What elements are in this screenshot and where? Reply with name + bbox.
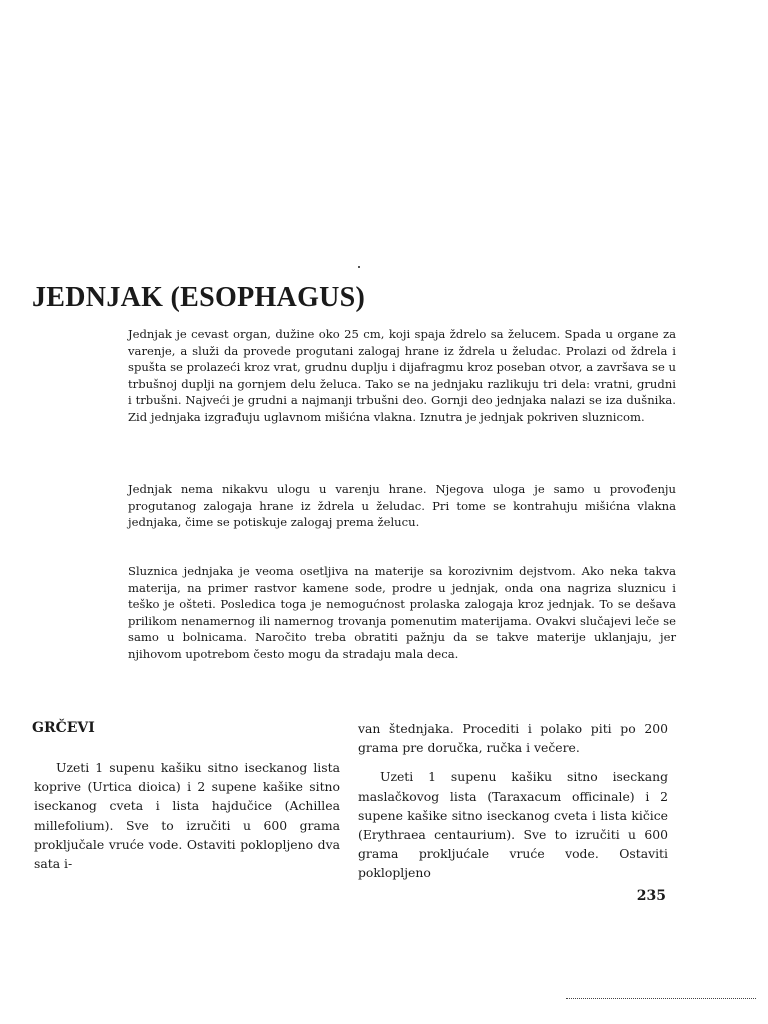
intro-paragraph-3: Sluznica jednjaka je veoma osetljiva na materije sa korozivnim dejstvom. Ako neka takva materija, na primer rastvor kamene sode, prodre u jednjak, onda ona nagriza sluznicu i teško je ošteti. Posledica toga je nemogućnost prolaska zalogaja kroz jednjak. To se dešava prilikom nenamernog ili namernog trovanja pomenutim materijama. Ovakvi slučajevi leče se samo u bolnicama. Naročito treba obratiti pažnju da se takve materije uklanjaju, jer njihovom upotrebom često mogu da stradaju mala deca. bbox=[128, 564, 676, 661]
right-column bbox=[358, 719, 668, 883]
recipe-paragraph-2: Uzeti 1 supenu kašiku sitno iseckang maslačkovog lista (Taraxacum officinale) i 2 supene kašike sitno iseckanog cveta i lista kičice (Erythraea centaurium). Sve to izručiti u 600 grama prokljućale vruće vode. Ostaviti poklopljeno bbox=[358, 769, 668, 881]
recipe-paragraph-1: Uzeti 1 supenu kašiku sitno iseckanog lista koprive (Urtica dioica) i 2 supene kašike sitno iseckanog cveta i lista hajdučice (Achillea millefolium). Sve to izručiti u 600 grama proključale vruće vode. Ostaviti poklopljeno dva sata i- bbox=[34, 760, 340, 872]
left-column bbox=[34, 758, 340, 873]
footer-rule bbox=[566, 998, 756, 999]
intro-paragraph-1: Jednjak je cevast organ, dužine oko 25 cm, koji spaja ždrelo sa želucem. Spada u organe za varenje, a služi da provede progutani zalogaj hrane iz ždrela u želudac. Prolazi od ždrela i spušta se prolazeći kroz vrat, grudnu duplju i dijafragmu kroz poseban otvor, a završava se u trbušnoj duplji na gornjem delu želuca. Tako se na jednjaku razlikuju tri dela: vratni, grudni i trbušni. Najveći je grudni a najmanji trbušni deo. Gornji deo jednjaka nalazi se iza dušnika. Zid jednjaka izgrađuju uglavnom mišićna vlakna. Iznutra je jednjak pokriven sluznicom. bbox=[128, 327, 676, 424]
intro-paragraph-2: Jednjak nema nikakvu ulogu u varenju hrane. Njegova uloga je samo u provođenju progutanog zalogaja hrane iz ždrela u želudac. Pri tome se kontrahuju mišićna vlakna jednjaka, čime se potiskuje zalogaj prema želucu. bbox=[128, 482, 676, 529]
section-heading: GRČEVI bbox=[32, 720, 95, 736]
page-title: JEDNJAK (ESOPHAGUS) bbox=[32, 282, 366, 313]
page-number: 235 bbox=[636, 888, 666, 904]
print-speck bbox=[358, 266, 360, 268]
recipe-paragraph-1-continued: van štednjaka. Procediti i polako piti po 200 grama pre doručka, ručka i večere. bbox=[358, 721, 668, 756]
